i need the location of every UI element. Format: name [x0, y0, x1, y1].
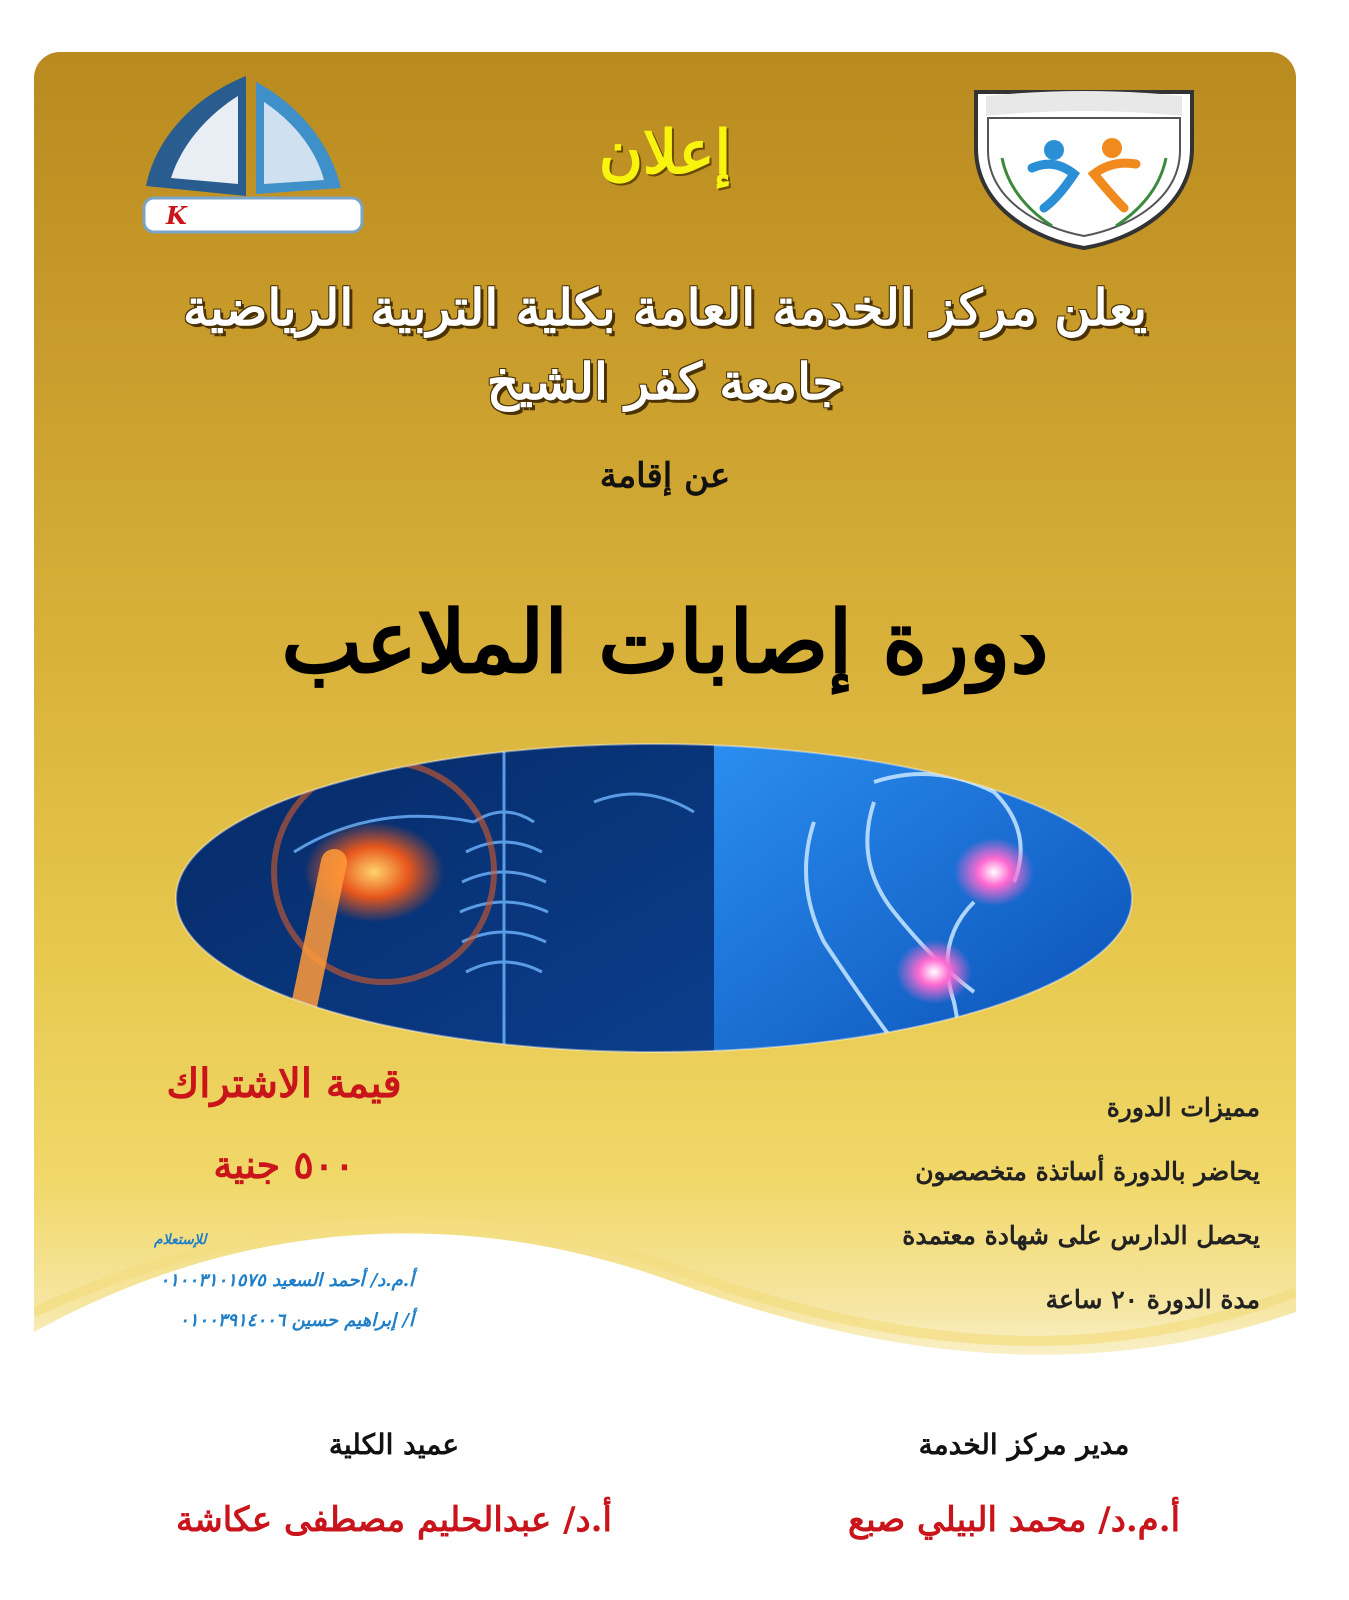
feature-item: مدة الدورة ٢٠ ساعة — [1045, 1285, 1260, 1314]
director-title: مدير مركز الخدمة — [918, 1428, 1130, 1461]
inquiry-contact-1: أ.م.د/ أحمد السعيد ٠١٠٠٣١٠١٥٧٥ — [159, 1270, 414, 1291]
features-heading: مميزات الدورة — [1106, 1093, 1260, 1122]
svg-text:K: K — [166, 201, 187, 230]
dean-title: عميد الكلية — [328, 1428, 460, 1461]
inquiries-heading: للإستعلام — [154, 1232, 207, 1248]
fee-value: ٥٠٠ جنية — [213, 1142, 355, 1187]
inquiry-contact-2: أ/ إبراهيم حسين ٠١٠٠٣٩١٤٠٠٦ — [179, 1310, 414, 1331]
course-title: دورة إصابات الملاعب — [281, 592, 1049, 693]
intro-line-1: يعلن مركز الخدمة العامة بكلية التربية الرياضية — [183, 278, 1147, 337]
faculty-crest-logo — [962, 78, 1206, 250]
feature-item: يحاضر بالدورة أساتذة متخصصون — [915, 1157, 1260, 1186]
poster — [34, 52, 1296, 1582]
announcement-title: إعلان — [598, 118, 732, 188]
intro-line-3: عن إقامة — [599, 456, 731, 496]
fee-label: قيمة الاشتراك — [166, 1060, 402, 1107]
intro-line-2: جامعة كفر الشيخ — [486, 352, 844, 411]
features-list — [700, 1076, 1260, 1332]
sports-injury-illustration — [174, 742, 1134, 1054]
dean-name: أ.د/ عبدالحليم مصطفى عكاشة — [176, 1500, 612, 1540]
feature-item: يحصل الدارس على شهادة معتمدة — [902, 1221, 1260, 1250]
director-name: أ.م.د/ محمد البيلي صبع — [847, 1500, 1181, 1540]
